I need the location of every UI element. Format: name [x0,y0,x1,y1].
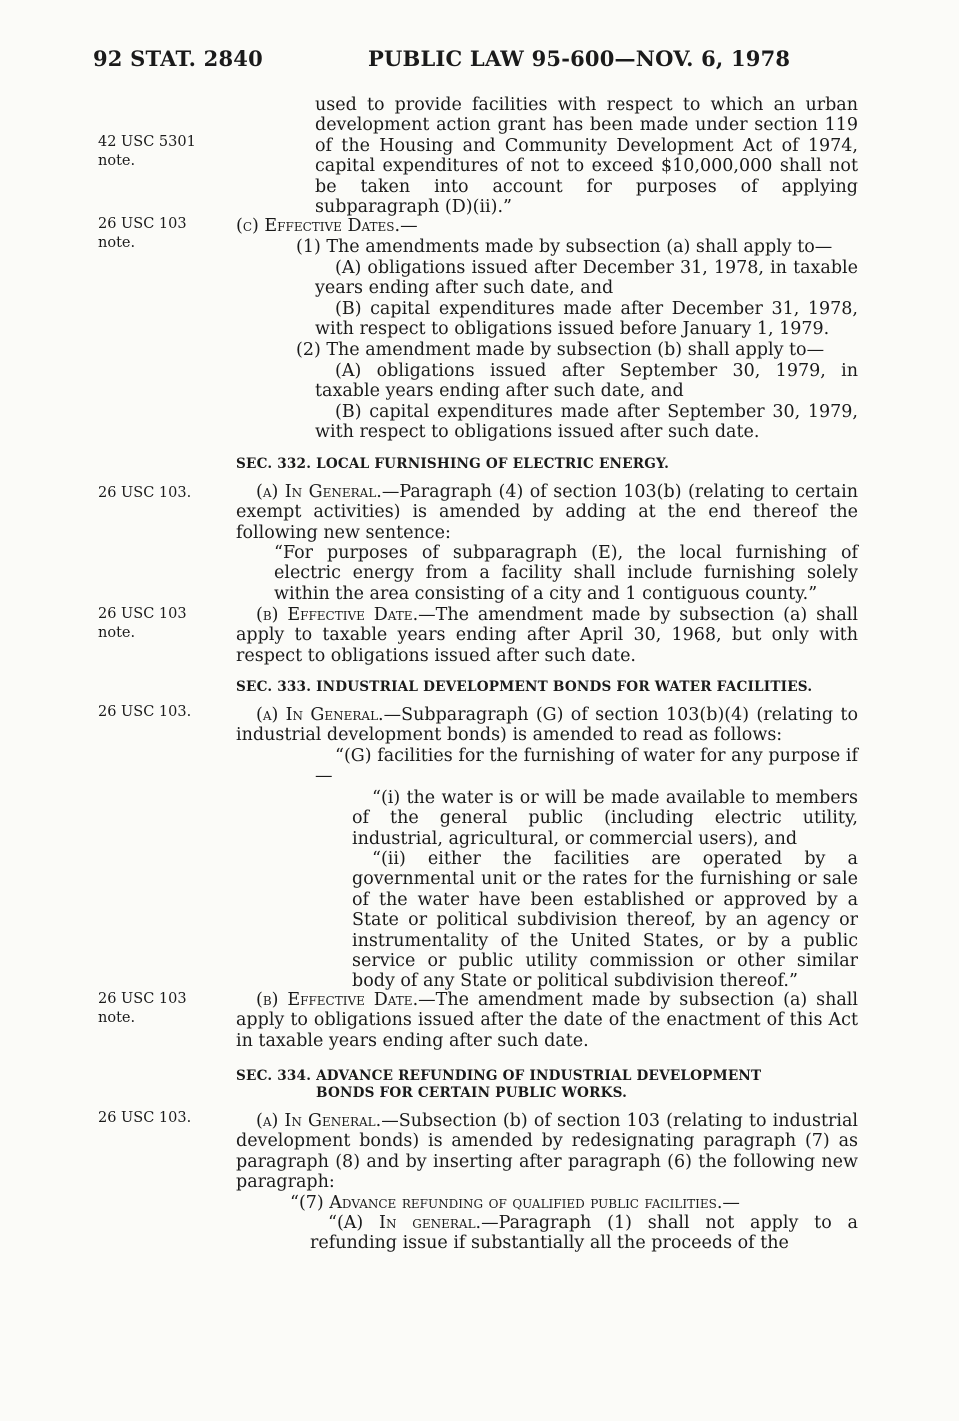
stat-citation: 92 STAT. 2840 [93,46,263,71]
subsection-c-heading: (c) Effective Dates.— [236,216,418,236]
margin-note-26usc103-3: 26 USC 103. [98,1110,192,1126]
paragraph-c2: (2) The amendment made by subsection (b) shall apply to— [296,340,825,360]
section-334-paragraph-7: “(7) Advance refunding of qualified public facilities.— [290,1193,740,1213]
margin-note-26usc103-1: 26 USC 103. [98,485,192,501]
section-333-heading: SEC. 333. INDUSTRIAL DEVELOPMENT BONDS FOR WATER FACILITIES. [236,679,813,695]
section-333-b: (b) Effective Date.—The amendment made by subsection (a) shall apply to obligations issued after the date of the enactment of this Act in taxable years ending after such date. [236,990,858,1051]
section-333-i: “(i) the water is or will be made available to members of the general public (including electric utility, industrial, agricultural, or commercial users), and [352,788,858,849]
margin-note-26usc103-note-3: 26 USC 103 note. [98,991,187,1026]
paragraph-c1A: (A) obligations issued after December 31, 1978, in taxable years ending after such date, and [315,258,858,299]
section-332-a: (a) In General.—Paragraph (4) of section 103(b) (relating to certain exempt activities) is amended by adding at the end thereof the following new sentence: [236,482,858,543]
page-header [93,46,893,76]
section-333-a: (a) In General.—Subparagraph (G) of section 103(b)(4) (relating to industrial development bonds) is amended to read as follows: [236,705,858,746]
paragraph-c2A: (A) obligations issued after September 30, 1979, in taxable years ending after such date, and [315,361,858,402]
section-334-heading: SEC. 334. ADVANCE REFUNDING OF INDUSTRIAL DEVELOPMENT BONDS FOR CERTAIN PUBLIC WORKS. [236,1068,762,1101]
section-333-ii: “(ii) either the facilities are operated by a governmental unit or the rates for the furnishing or sale of the water have been established or approved by a State or political subdivision thereof, by an agency or instrumentality of the United States, or by a public service or public utility commission or other similar body of any State or political subdivision thereof.” [352,849,858,992]
margin-note-26usc103-2: 26 USC 103. [98,704,192,720]
section-334-a: (a) In General.—Subsection (b) of section 103 (relating to industrial development bonds) is amended by redesignating paragraph (7) as paragraph (8) and by inserting after paragraph (6) the following new paragraph: [236,1111,858,1193]
margin-note-26usc103-note-1: 26 USC 103 note. [98,216,187,251]
section-332-quote: “For purposes of subparagraph (E), the local furnishing of electric energy from a facility shall include furnishing solely within the area consisting of a city and 1 contiguous county.” [274,543,858,604]
margin-note-26usc103-note-2: 26 USC 103 note. [98,606,187,641]
opening-paragraph: used to provide facilities with respect to which an urban development action grant has been made under section 119 of the Housing and Community Development Act of 1974, capital expenditures of not to exceed $10,000,000 shall not be taken into account for purposes of applying subparagraph (D)(ii).” [315,95,858,218]
section-334-subparagraph-A: “(A) In general.—Paragraph (1) shall not apply to a refunding issue if substantially all the proceeds of the [310,1213,858,1254]
paragraph-c1B: (B) capital expenditures made after December 31, 1978, with respect to obligations issued before January 1, 1979. [315,299,858,340]
subsection-c-effective-dates [236,216,858,236]
paragraph-c2B: (B) capital expenditures made after September 30, 1979, with respect to obligations issued after such date. [315,402,858,443]
section-332-heading: SEC. 332. LOCAL FURNISHING OF ELECTRIC ENERGY. [236,456,670,472]
public-law-title: PUBLIC LAW 95-600—NOV. 6, 1978 [368,46,791,71]
margin-note-42usc5301: 42 USC 5301 note. [98,134,196,169]
section-333-G: “(G) facilities for the furnishing of water for any purpose if— [315,746,858,787]
paragraph-c1: (1) The amendments made by subsection (a) shall apply to— [296,237,833,257]
section-332-b: (b) Effective Date.—The amendment made by subsection (a) shall apply to taxable years ending after April 30, 1968, but only with respect to obligations issued after such date. [236,605,858,666]
